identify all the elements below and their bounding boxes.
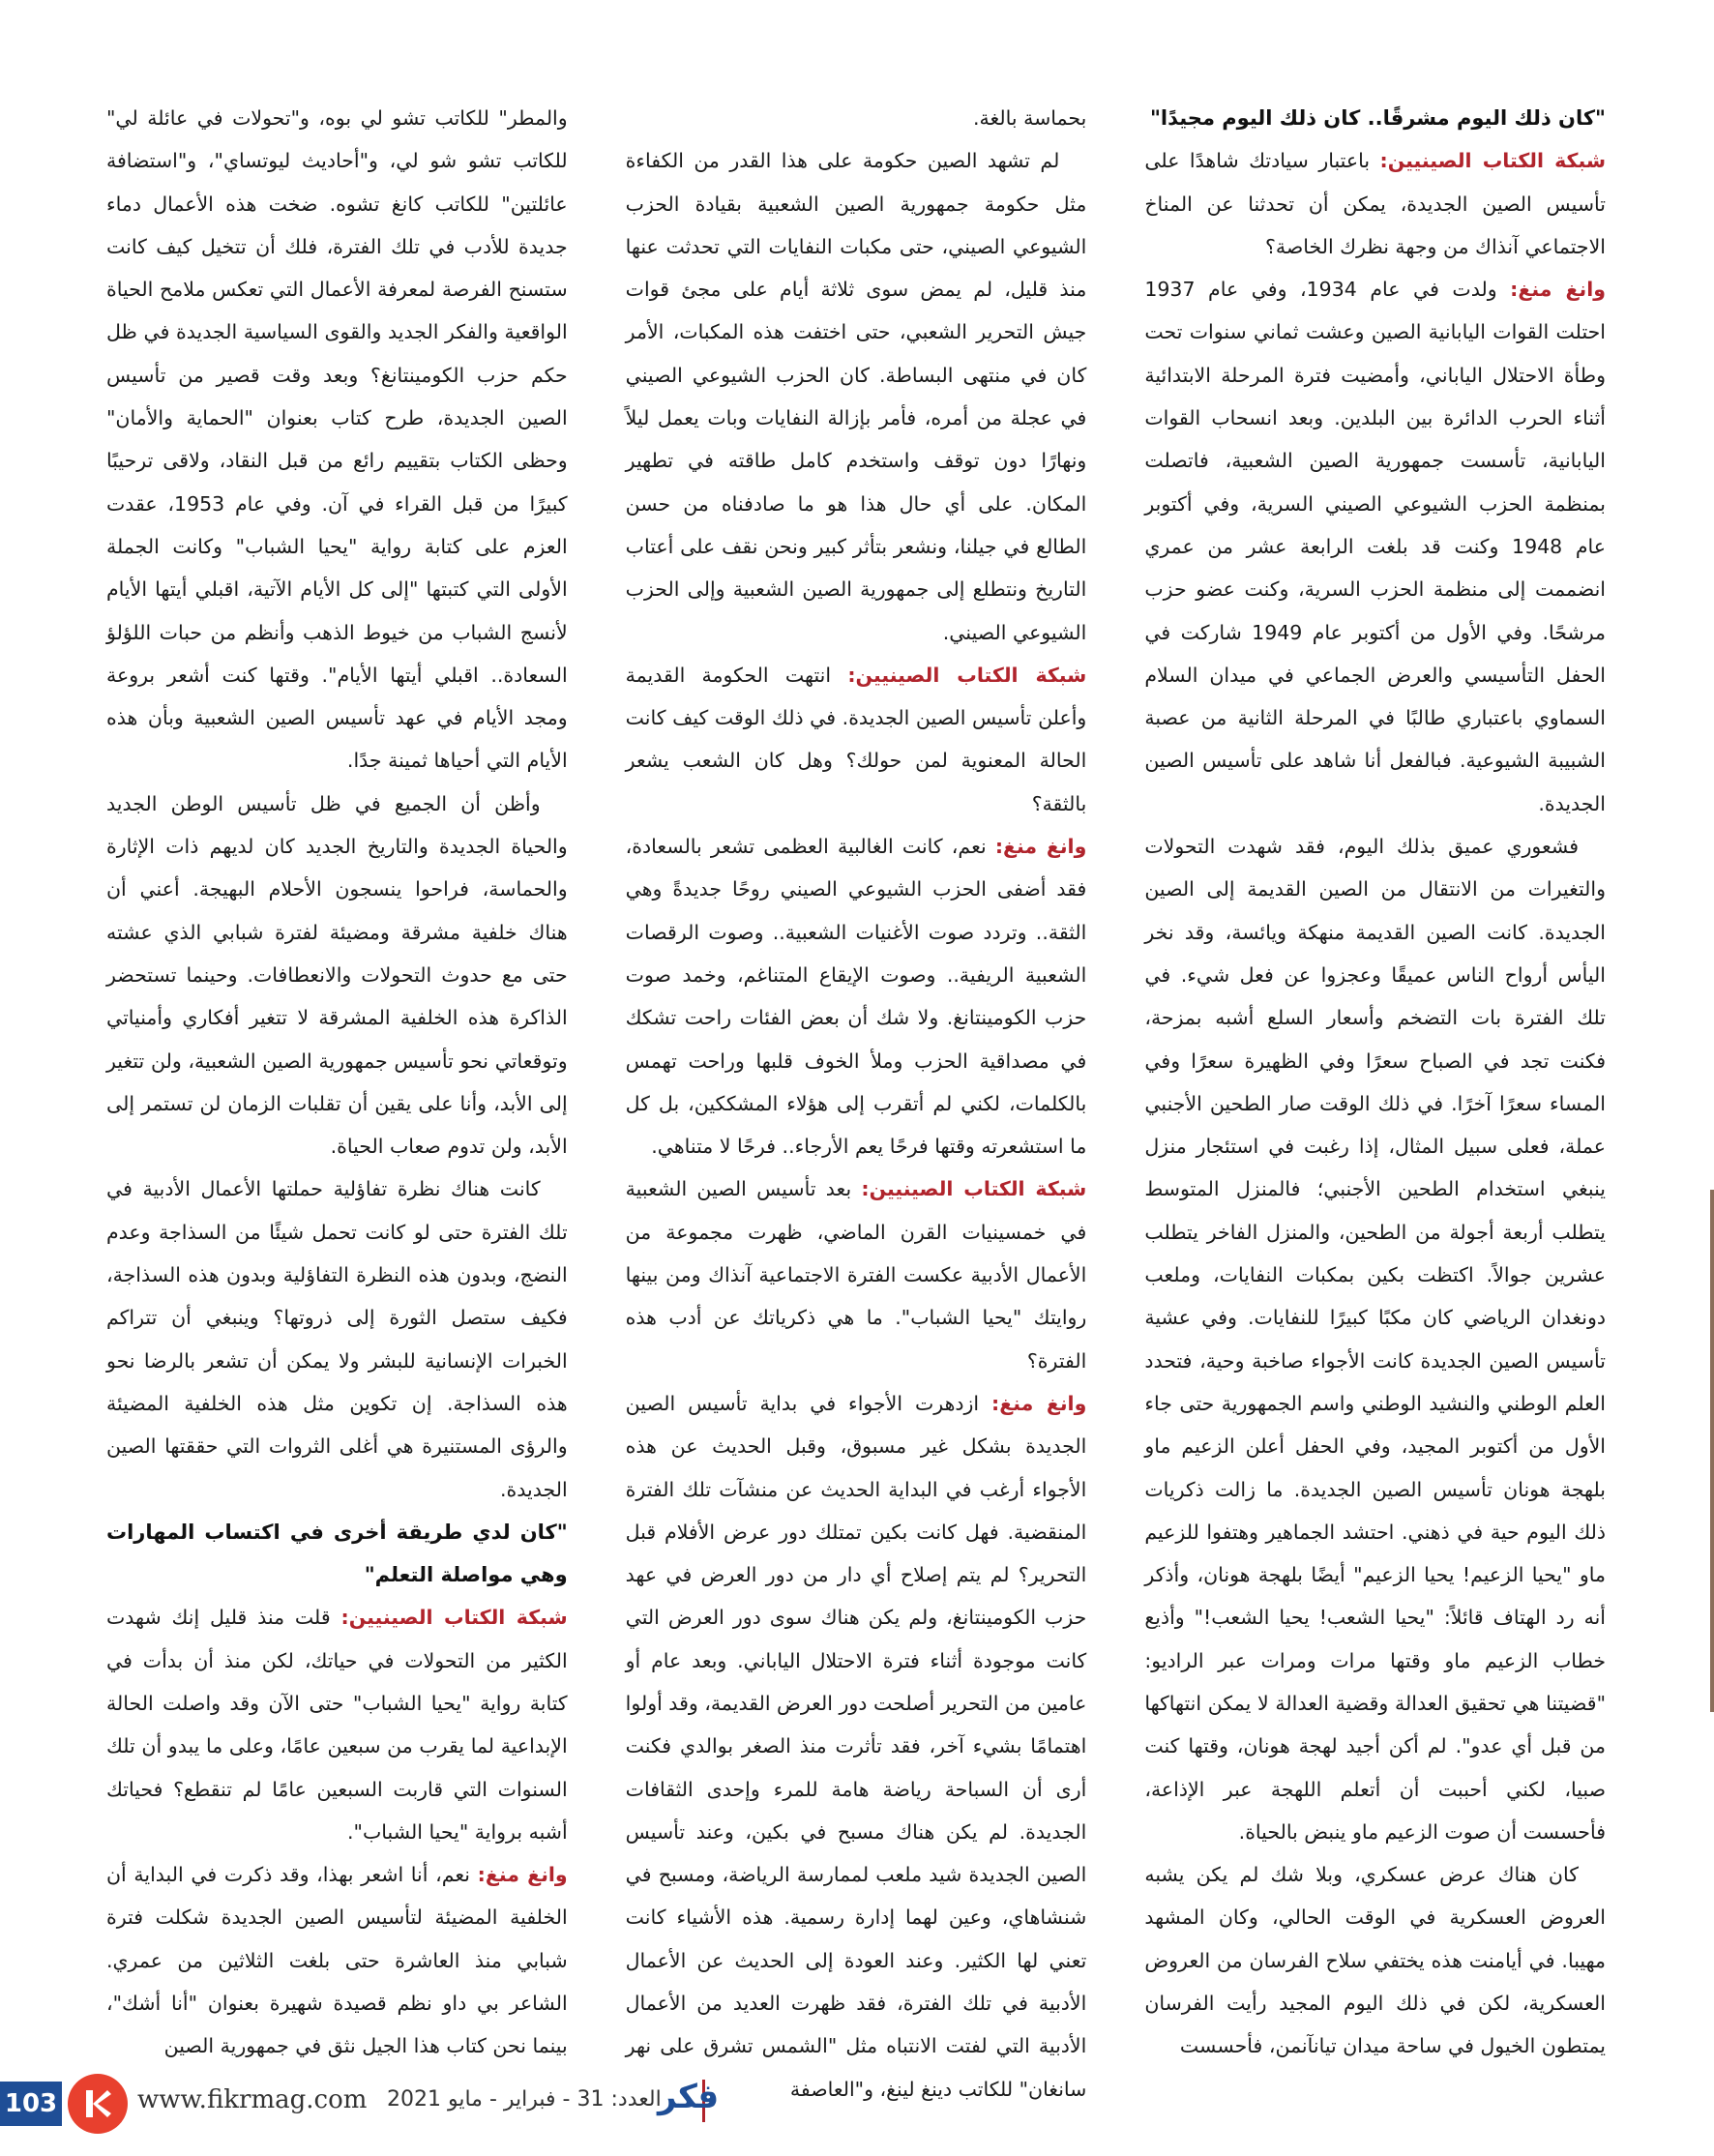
speaker-label: شبكة الكتاب الصينيين: (340, 1606, 568, 1630)
paragraph-text: قلت منذ قليل إنك شهدت الكثير من التحولات في حياتك، لكن منذ أن بدأت في كتابة رواية "يحيا الشباب" حتى الآن وقد واصلت الحالة الإبداعية لما يقرب من سبعين عامًا، وعلى ما يبدو أن تلك السنوات التي قاربت السبعين عامًا لم تنقطع؟ فحياتك أشبه برواية "يحيا الشباب". (105, 1606, 568, 1844)
speaker-label: شبكة الكتاب الصينيين: (847, 663, 1087, 687)
website-url: www.fikrmag.com (137, 2085, 368, 2114)
interview-paragraph (106, 1853, 568, 2067)
body-paragraph (1144, 1853, 1606, 2067)
interview-paragraph (626, 1382, 1087, 2111)
page-footer (0, 2070, 1714, 2138)
paragraph-text: نعم، كانت الغالبية العظمى تشعر بالسعادة، فقد أضفى الحزب الشيوعي الصيني روحًا جديدةً وهي الثقة.. وتردد صوت الأغنيات الشعبية.. وصوت الرقصات الشعبية الريفية.. وصوت الإيقاع المتناغم، وخمد صوت حزب الكومينتانغ. ولا شك أن بعض الفئات راحت تشكك في مصداقية الحزب وملأ الخوف قلبها وراحت تهمس بالكلمات، لكني لم أتقرب إلى هؤلاء المشككين، بل كل ما استشعرته وقتها فرحًا يعم الأرجاء.. فرحًا لا متناهي. (625, 835, 1087, 1159)
body-paragraph (106, 783, 568, 1168)
paragraph-text: فشعوري عميق بذلك اليوم، فقد شهدت التحولات والتغيرات من الانتقال من الصين القديمة إلى الصين الجديدة. كانت الصين القديمة منهكة ويائسة، وقد نخر اليأس أرواح الناس عميقًا وعجزوا عن فعل شيء. في تلك الفترة بات التضخم وأسعار السلع أشبه بمزحة، فكنت تجد في الصباح سعرًا وفي الظهيرة سعرًا وفي المساء سعرًا آخرًا. في ذلك الوقت صار الطحين الأجنبي عملة، فعلى سبيل المثال، إذا رغبت في استئجار منزل ينبغي استخدام الطحين الأجنبي؛ فالمنزل المتوسط يتطلب أربعة أجولة من الطحين، والمنزل الفاخر يتطلب عشرين جوالاً. اكتظت بكين بمكبات النفايات، وملعب دونغدان الرياضي كان مكبًا كبيرًا للنفايات. وفي عشية تأسيس الصين الجديدة كانت الأجواء صاخبة وحية، فتحدد العلم الوطني والنشيد الوطني واسم الجمهورية حتى جاء الأول من أكتوبر المجيد، وفي الحفل أعلن الزعيم ماو بلهجة هونان تأسيس الصين الجديدة. ما زالت ذكريات ذلك اليوم حية في ذهني. احتشد الجماهير وهتفوا للزعيم ماو "يحيا الزعيم! يحيا الزعيم" أيضًا بلهجة هونان، وأذكر أنه رد الهتاف قائلاً: "يحيا الشعب! يحيا الشعب!" وأذيع خطاب الزعيم ماو وقتها مرات ومرات عبر الراديو: "قضيتنا هي تحقيق العدالة وقضية العدالة لا يمكن انتهاكها من قبل أي عدو". لم أكن أجيد لهجة هونان، وقتها كنت صبيا، لكني أحببت أن أتعلم اللهجة عبر الإذاعة، فأحسست أن صوت الزعيم ماو ينبض بالحياة. (1144, 835, 1606, 1844)
paragraph-text: والمطر" للكاتب تشو لي بوه، و"تحولات في عائلة لي" للكاتب تشو شو لي، و"أحاديث ليوتساي"، و"استضافة عائلتين" للكاتب كانغ تشوه. ضخت هذه الأعمال دماء جديدة للأدب في تلك الفترة، فلك أن تتخيل كيف كانت ستسنح الفرصة لمعرفة الأعمال التي تعكس ملامح الحياة الواقعية والفكر الجديد والقوى السياسية الجديدة في ظل حكم حزب الكومينتانغ؟ وبعد وقت قصير من تأسيس الصين الجديدة، طرح كتاب بعنوان "الحماية والأمان" وحظى الكتاب بتقييم رائع من قبل النقاد، ولاقى ترحيبًا كبيرًا من قبل القراء في آن. وفي عام 1953، عقدت العزم على كتابة رواية "يحيا الشباب" وكانت الجملة الأولى التي كتبتها "إلى كل الأيام الآتية، اقبلي أيتها الأيام لأنسج الشباب من خيوط الذهب وأنظم من حبات اللؤلؤ السعادة.. اقبلي أيتها الأيام". وقتها كنت أشعر بروعة ومجد الأيام في عهد تأسيس الصين الشعبية وبأن هذه الأيام التي أحياها ثمينة جدًا. (105, 106, 568, 773)
body-paragraph (1144, 825, 1606, 1853)
interview-paragraph (626, 654, 1087, 825)
speaker-label: وانغ منغ: (994, 835, 1087, 859)
paragraph-text: انتهت الحكومة القديمة وأعلن تأسيس الصين الجديدة. في ذلك الوقت كيف كانت الحالة المعنوية لمن حولك؟ وهل كان الشعب يشعر بالثقة؟ (625, 663, 1087, 815)
interview-paragraph (1144, 268, 1606, 825)
page-number: 103 (0, 2082, 62, 2126)
side-accent-rule (1710, 1190, 1714, 1712)
paragraph-text: نعم، أنا اشعر بهذا، وقد ذكرت في البداية أن الخلفية المضيئة لتأسيس الصين الجديدة شكلت فترة شبابي منذ العاشرة حتى بلغت الثلاثين من عمري. الشاعر بي داو نظم قصيدة شهيرة بعنوان "أنا أشك"، بينما نحن كتاب هذا الجيل نثق في جمهورية الصين (105, 1863, 568, 2058)
interview-paragraph (626, 825, 1087, 1167)
issue-info: العدد: 31 - فبراير - مايو 2021 (387, 2087, 662, 2112)
paragraph-text: كان هناك عرض عسكري، وبلا شك لم يكن يشبه العروض العسكرية في الوقت الحالي، وكان المشهد مهيبا. في أيامنت هذه يختفي سلاح الفرسان من العروض العسكرية، لكن في ذلك اليوم المجيد رأيت الفرسان يمتطون الخيول في ساحة ميدان تيانآنمن، فأحسست (1144, 1863, 1606, 2058)
section-heading: "كان لدي طريقة أخرى في اكتساب المهارات وهي مواصلة التعلم" (105, 1520, 568, 1587)
speaker-label: شبكة الكتاب الصينيين: (1379, 149, 1606, 173)
k-logo-icon (68, 2074, 128, 2134)
article-column-3 (105, 97, 568, 2058)
body-paragraph (106, 97, 568, 783)
paragraph-text: ولدت في عام 1934، وفي عام 1937 احتلت القوات اليابانية الصين وعشت ثماني سنوات تحت وطأة الاحتلال الياباني، وأمضيت فترة المرحلة الابتدائية أثناء الحرب الدائرة بين البلدين. وبعد انسحاب القوات اليابانية، تأسست جمهورية الصين الشعبية، فاتصلت بمنظمة الحزب الشيوعي الصيني السرية، وفي أكتوبر عام 1948 وكنت قد بلغت الرابعة عشر من عمري انضممت إلى منظمة الحزب السرية، وكنت عضو حزب مرشحًا. وفي الأول من أكتوبر عام 1949 شاركت في الحفل التأسيسي والعرض الجماعي في ميدان السلام السماوي باعتباري طالبًا في المرحلة الثانية من عصبة الشبيبة الشيوعية. فبالفعل أنا شاهد على تأسيس الصين الجديدة. (1144, 278, 1606, 815)
paragraph-text: كانت هناك نظرة تفاؤلية حملتها الأعمال الأدبية في تلك الفترة حتى لو كانت تحمل شيئًا من السذاجة وعدم النضج، وبدون هذه النظرة التفاؤلية وبدون هذه السذاجة، فكيف ستصل الثورة إلى ذروتها؟ وينبغي أن تتراكم الخبرات الإنسانية للبشر ولا يمكن أن تشعر بالرضا نحو هذه السذاجة. إن تكوين مثل هذه الخلفية المضيئة والرؤى المستنيرة هي أغلى الثروات التي حققتها الصين الجديدة. (105, 1177, 568, 1501)
paragraph-text: باعتبار سيادتك شاهدًا على تأسيس الصين الجديدة، يمكن أن تحدثنا عن المناخ الاجتماعي آنذاك من وجهة نظرك الخاصة؟ (1144, 149, 1606, 258)
interview-paragraph (1144, 139, 1606, 268)
paragraph-text: بحماسة بالغة. (973, 106, 1087, 130)
paragraph-text: ازدهرت الأجواء في بداية تأسيس الصين الجديدة بشكل غير مسبوق، وقبل الحديث عن هذه الأجواء أرغب في البداية الحديث عن منشآت تلك الفترة المنقضية. فهل كانت بكين تمتلك دور عرض الأفلام قبل التحرير؟ لم يتم إصلاح أي دار من دور العرض في عهد حزب الكومينتانغ، ولم يكن هناك سوى دور العرض التي كانت موجودة أثناء فترة الاحتلال الياباني. وبعد عام أو عامين من التحرير أصلحت دور العرض القديمة، وقد أولوا اهتمامًا بشيء آخر، فقد تأثرت منذ الصغر بوالدي فكنت أرى أن السباحة رياضة هامة للمرء وإحدى الثقافات الجديدة. لم يكن هناك مسبح في بكين، وعند تأسيس الصين الجديدة شيد ملعب لممارسة الرياضة، ومسبح في شنشاهاي، وعين لهما إدارة رسمية. هذه الأشياء كانت تعني لها الكثير. وعند العودة إلى الحديث عن الأعمال الأدبية في تلك الفترة، فقد ظهرت العديد من الأعمال الأدبية التي لفتت الانتباه مثل "الشمس تشرق على نهر سانغان" للكاتب دينغ لينغ، و"العاصفة (625, 1391, 1087, 2101)
speaker-label: شبكة الكتاب الصينيين: (861, 1177, 1087, 1201)
paragraph-text: لم تشهد الصين حكومة على هذا القدر من الكفاءة مثل حكومة جمهورية الصين الشعبية بقيادة الحزب الشيوعي الصيني، حتى مكبات النفايات التي تحدثت عنها منذ قليل، لم يمض سوى ثلاثة أيام على مجئ قوات جيش التحرير الشعبي، حتى اختفت هذه المكبات، الأمر كان في منتهى البساطة. كان الحزب الشيوعي الصيني في عجلة من أمره، فأمر بإزالة النفايات وبات يعمل ليلاً ونهارًا دون توقف واستخدم كامل طاقته في تطهير المكان. على أي حال هذا هو ما صادفناه من حسن الطالع في جيلنا، ونشعر بتأثر كبير ونحن نقف على أعتاب التاريخ ونتطلع إلى جمهورية الصين الشعبية وإلى الحزب الشيوعي الصيني. (625, 149, 1087, 644)
paragraph-text: وأظن أن الجميع في ظل تأسيس الوطن الجديد والحياة الجديدة والتاريخ الجديد كان لديهم ذات الإثارة والحماسة، فراحوا ينسجون الأحلام البهيجة. أعني أن هناك خلفية مشرقة ومضيئة لفترة شبابي الذي عشته حتى مع حدوث التحولات والانعطافات. وحينما تستحضر الذاكرة هذه الخلفية المشرقة لا تتغير أفكاري وأمنياتي وتوقعاتي نحو تأسيس جمهورية الصين الشعبية، ولن تتغير إلى الأبد، وأنا على يقين أن تقلبات الزمان لن تستمر إلى الأبد، ولن تدوم صعاب الحياة. (105, 791, 568, 1159)
section-heading: "كان ذلك اليوم مشرقًا.. كان ذلك اليوم مجيدًا" (1149, 106, 1606, 130)
magazine-logo: فكر (658, 2078, 720, 2116)
interview-paragraph (626, 1167, 1087, 1381)
body-paragraph (626, 139, 1087, 654)
speaker-label: وانغ منغ: (477, 1863, 568, 1887)
paragraph-text: بعد تأسيس الصين الشعبية في خمسينيات القرن الماضي، ظهرت مجموعة من الأعمال الأدبية عكست الفترة الاجتماعية آنذاك ومن بينها روايتك "يحيا الشباب". ما هي ذكرياتك عن أدب هذه الفترة؟ (625, 1177, 1087, 1373)
interview-paragraph (106, 1596, 568, 1853)
body-paragraph (626, 97, 1087, 139)
speaker-label: وانغ منغ: (1510, 278, 1606, 302)
body-paragraph (106, 1167, 568, 1510)
speaker-label: وانغ منغ: (991, 1391, 1087, 1415)
article-column-1 (1144, 97, 1606, 2058)
